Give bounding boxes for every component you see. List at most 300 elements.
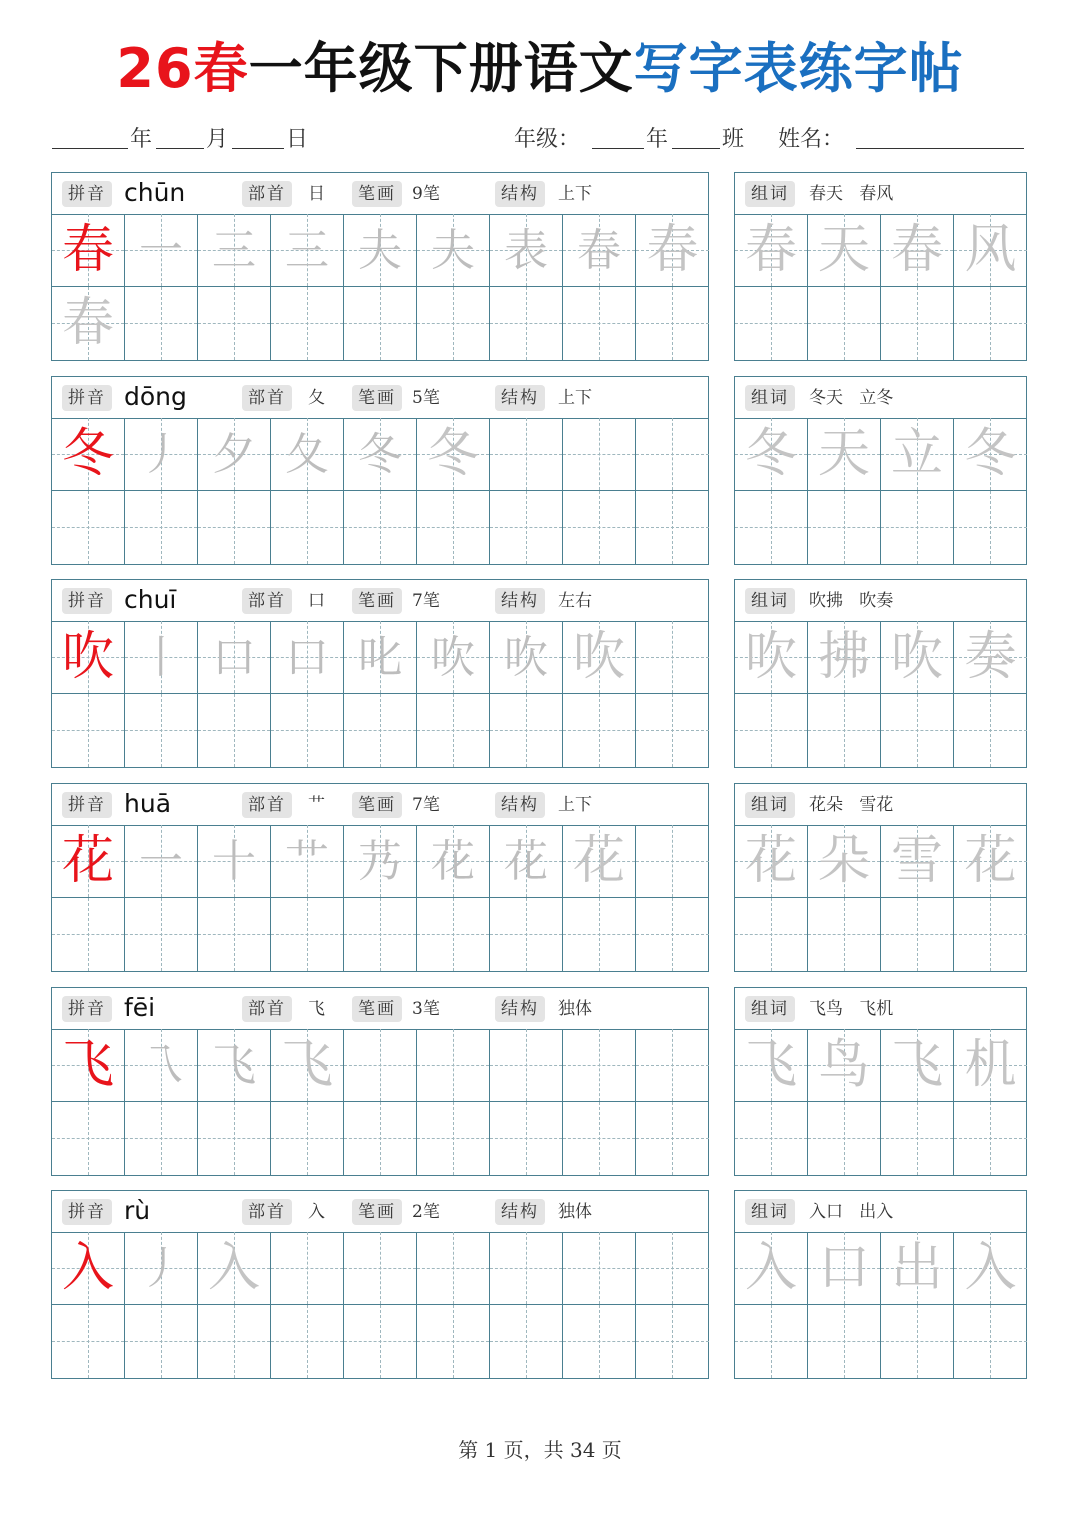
grid-cell[interactable]: [735, 694, 808, 767]
grid-cell[interactable]: [417, 1305, 490, 1378]
character-header: [52, 988, 708, 1030]
grid-cell[interactable]: [735, 1232, 808, 1305]
structure-value: 独体: [558, 999, 592, 1019]
character-block: [51, 172, 709, 361]
trace-character: 口: [212, 632, 256, 683]
words-tag: 组词: [745, 996, 795, 1022]
grid-cell[interactable]: [198, 621, 271, 694]
character-header: [52, 173, 708, 215]
grid-cell[interactable]: [52, 898, 125, 971]
radical-tag: 部首: [242, 588, 292, 614]
trace-character: 春: [646, 220, 699, 280]
grid-cell[interactable]: [735, 1102, 808, 1175]
grid-cell[interactable]: [271, 621, 344, 694]
grid-cell[interactable]: [881, 1029, 954, 1102]
title-part-black: 一年级下册语文: [248, 37, 634, 100]
page-footer: 第 1 页，共 34 页: [458, 1438, 622, 1462]
grid-cell[interactable]: [636, 898, 709, 971]
words-header: [735, 173, 1026, 215]
grid-cell[interactable]: [490, 1232, 563, 1305]
grid-cell[interactable]: [198, 694, 271, 767]
grid-cell[interactable]: [271, 1029, 344, 1102]
grid-cell[interactable]: [198, 1232, 271, 1305]
grid-cell[interactable]: [271, 287, 344, 360]
grid-cell[interactable]: [636, 694, 709, 767]
grid-cell[interactable]: [490, 1305, 563, 1378]
character-header: [52, 1191, 708, 1233]
year-blank[interactable]: [52, 148, 128, 149]
trace-character: 夂: [285, 429, 329, 480]
structure-tag: 结构: [495, 1199, 545, 1225]
grid-cell[interactable]: [344, 621, 417, 694]
strokes-value: 9笔: [412, 184, 440, 204]
grid-cell[interactable]: [808, 214, 881, 287]
year-label: 年: [130, 127, 153, 152]
grid-cell[interactable]: [954, 418, 1027, 491]
words-header: [735, 988, 1026, 1030]
structure-value: 独体: [558, 1202, 592, 1222]
grid-cell[interactable]: [52, 694, 125, 767]
grid-cell[interactable]: [52, 1305, 125, 1378]
grid-cell[interactable]: [417, 1102, 490, 1175]
trace-character: 一: [139, 225, 183, 276]
info-line: [52, 120, 1028, 154]
words-header: [735, 1191, 1026, 1233]
grid-cell[interactable]: [636, 287, 709, 360]
radical-value: 日: [308, 184, 325, 204]
grid-cell[interactable]: [417, 621, 490, 694]
radical-value: 夂: [308, 388, 325, 408]
word-trace-character: 春: [890, 220, 943, 280]
radical-value: 艹: [308, 795, 325, 815]
grid-cell[interactable]: [344, 1232, 417, 1305]
grid-cell[interactable]: [636, 214, 709, 287]
grade-year-label: 年: [646, 127, 669, 152]
grid-cell[interactable]: [881, 694, 954, 767]
strokes-tag: 笔画: [352, 792, 402, 818]
trace-character: 入: [207, 1238, 260, 1298]
grid-cell[interactable]: [563, 1102, 636, 1175]
grid-cell[interactable]: [198, 1305, 271, 1378]
trace-character: 春: [61, 293, 114, 353]
day-label: 日: [286, 127, 309, 152]
grid-cell[interactable]: [954, 825, 1027, 898]
pinyin-tag: 拼音: [62, 588, 112, 614]
trace-character: 十: [212, 836, 256, 887]
grid-cell[interactable]: [954, 1102, 1027, 1175]
grid-cell[interactable]: [125, 621, 198, 694]
grid-cell[interactable]: [636, 825, 709, 898]
grid-cell[interactable]: [808, 491, 881, 564]
words-block: [734, 172, 1027, 361]
grid-cell[interactable]: [735, 214, 808, 287]
trace-character: 叱: [358, 632, 402, 683]
character-header: [52, 784, 708, 826]
grid-cell[interactable]: [271, 1232, 344, 1305]
structure-tag: 结构: [495, 588, 545, 614]
grid-cell[interactable]: [52, 491, 125, 564]
word-trace-character: 入: [964, 1238, 1017, 1298]
grid-cell[interactable]: [125, 825, 198, 898]
grid-cell[interactable]: [735, 491, 808, 564]
grid-cell[interactable]: [735, 1029, 808, 1102]
radical-tag: 部首: [242, 792, 292, 818]
pinyin-value: fēi: [124, 993, 156, 1022]
day-blank[interactable]: [232, 148, 284, 149]
word-trace-character: 拂: [817, 627, 870, 687]
words-value: 春天 春风: [809, 184, 894, 204]
grid-cell[interactable]: [344, 1305, 417, 1378]
word-trace-character: 天: [817, 220, 870, 280]
grid-cell[interactable]: [881, 418, 954, 491]
grid-cell[interactable]: [271, 825, 344, 898]
grid-cell[interactable]: [490, 287, 563, 360]
grade-class-blank[interactable]: [672, 148, 720, 149]
grid-cell[interactable]: [954, 1029, 1027, 1102]
grid-cell[interactable]: [52, 621, 125, 694]
words-block: [734, 1190, 1027, 1379]
grid-cell[interactable]: [808, 418, 881, 491]
grid-cell[interactable]: [417, 825, 490, 898]
grid-cell[interactable]: [563, 418, 636, 491]
grid-cell[interactable]: [198, 418, 271, 491]
strokes-tag: 笔画: [352, 1199, 402, 1225]
grid-cell[interactable]: [490, 694, 563, 767]
grid-cell[interactable]: [417, 1029, 490, 1102]
grid-cell[interactable]: [735, 287, 808, 360]
strokes-value: 2笔: [412, 1202, 440, 1222]
grid-cell[interactable]: [198, 1102, 271, 1175]
word-trace-character: 机: [964, 1035, 1017, 1095]
grid-cell[interactable]: [198, 898, 271, 971]
grid-cell[interactable]: [125, 1232, 198, 1305]
structure-tag: 结构: [495, 792, 545, 818]
words-block: [734, 783, 1027, 972]
grid-cell[interactable]: [735, 825, 808, 898]
grid-cell[interactable]: [563, 694, 636, 767]
main-character: 飞: [61, 1035, 114, 1095]
grid-cell[interactable]: [125, 214, 198, 287]
grid-cell[interactable]: [808, 287, 881, 360]
grid-cell[interactable]: [563, 898, 636, 971]
grid-cell[interactable]: [198, 287, 271, 360]
grid-cell[interactable]: [563, 825, 636, 898]
grid-cell[interactable]: [490, 418, 563, 491]
word-trace-character: 出: [890, 1238, 943, 1298]
grid-cell[interactable]: [881, 287, 954, 360]
grid-cell[interactable]: [735, 898, 808, 971]
grid-cell[interactable]: [808, 825, 881, 898]
word-trace-character: 飞: [744, 1035, 797, 1095]
word-trace-character: 立: [890, 424, 943, 484]
trace-character: 冬: [358, 429, 402, 480]
grid-cell[interactable]: [52, 1029, 125, 1102]
words-value: 入口 出入: [809, 1202, 894, 1222]
word-trace-character: 花: [744, 831, 797, 891]
title-part-red: 26春: [116, 37, 249, 100]
word-trace-character: 天: [817, 424, 870, 484]
words-block: [734, 579, 1027, 768]
grid-cell[interactable]: [636, 1305, 709, 1378]
grid-cell[interactable]: [735, 621, 808, 694]
main-character: 花: [61, 831, 114, 891]
strokes-value: 7笔: [412, 591, 440, 611]
grid-cell[interactable]: [954, 898, 1027, 971]
words-header: [735, 377, 1026, 419]
pinyin-tag: 拼音: [62, 181, 112, 207]
grid-cell[interactable]: [636, 491, 709, 564]
radical-tag: 部首: [242, 385, 292, 411]
pinyin-value: rù: [124, 1196, 151, 1225]
word-trace-character: 吹: [744, 627, 797, 687]
grid-cell[interactable]: [954, 287, 1027, 360]
structure-tag: 结构: [495, 996, 545, 1022]
grid-cell[interactable]: [954, 491, 1027, 564]
words-block: [734, 376, 1027, 565]
trace-character: 表: [504, 225, 548, 276]
trace-character: 吹: [431, 632, 475, 683]
pinyin-tag: 拼音: [62, 792, 112, 818]
grid-cell[interactable]: [344, 694, 417, 767]
grid-cell[interactable]: [52, 825, 125, 898]
grid-cell[interactable]: [271, 418, 344, 491]
word-trace-character: 飞: [890, 1035, 943, 1095]
grid-cell[interactable]: [271, 1305, 344, 1378]
title-part-blue: 写字表练字帖: [633, 37, 964, 100]
word-trace-character: 朵: [817, 831, 870, 891]
strokes-tag: 笔画: [352, 181, 402, 207]
month-blank[interactable]: [156, 148, 204, 149]
structure-value: 上下: [558, 388, 592, 408]
grid-cell[interactable]: [490, 898, 563, 971]
grid-cell[interactable]: [125, 1305, 198, 1378]
grid-cell[interactable]: [52, 418, 125, 491]
trace-character: 艿: [358, 836, 402, 887]
trace-character: 一: [139, 836, 183, 887]
grid-cell[interactable]: [271, 214, 344, 287]
month-label: 月: [206, 127, 229, 152]
radical-tag: 部首: [242, 181, 292, 207]
grid-cell[interactable]: [125, 694, 198, 767]
grid-cell[interactable]: [808, 1232, 881, 1305]
word-trace-character: 风: [964, 220, 1017, 280]
pinyin-value: dōng: [124, 382, 187, 411]
grade-year-blank[interactable]: [592, 148, 644, 149]
trace-character: 吹: [572, 627, 625, 687]
grid-cell[interactable]: [417, 694, 490, 767]
grid-cell[interactable]: [344, 214, 417, 287]
grid-cell[interactable]: [52, 214, 125, 287]
grid-cell[interactable]: [417, 214, 490, 287]
grid-cell[interactable]: [881, 214, 954, 287]
grid-cell[interactable]: [636, 418, 709, 491]
radical-tag: 部首: [242, 996, 292, 1022]
character-block: [51, 783, 709, 972]
words-value: 吹拂 吹奏: [809, 591, 894, 611]
grid-cell[interactable]: [881, 825, 954, 898]
grid-cell[interactable]: [490, 214, 563, 287]
trace-character: 三: [212, 225, 256, 276]
grid-cell[interactable]: [417, 1232, 490, 1305]
trace-character: 乁: [139, 1040, 183, 1091]
grid-cell[interactable]: [344, 418, 417, 491]
grid-cell[interactable]: [52, 287, 125, 360]
grid-cell[interactable]: [954, 1305, 1027, 1378]
trace-character: 丿: [139, 429, 183, 480]
word-trace-character: 冬: [964, 424, 1017, 484]
trace-character: 飞: [280, 1035, 333, 1095]
strokes-value: 7笔: [412, 795, 440, 815]
strokes-value: 5笔: [412, 388, 440, 408]
radical-value: 口: [308, 591, 325, 611]
words-tag: 组词: [745, 181, 795, 207]
grid-cell[interactable]: [954, 694, 1027, 767]
grid-cell[interactable]: [344, 1102, 417, 1175]
trace-character: 花: [431, 836, 475, 887]
grid-cell[interactable]: [417, 287, 490, 360]
grid-cell[interactable]: [198, 214, 271, 287]
grid-cell[interactable]: [636, 1029, 709, 1102]
page-title: [0, 34, 1080, 104]
words-tag: 组词: [745, 385, 795, 411]
trace-character: 夕: [212, 429, 256, 480]
grid-cell[interactable]: [881, 1305, 954, 1378]
grid-cell[interactable]: [417, 418, 490, 491]
name-blank[interactable]: [856, 148, 1024, 149]
grid-cell[interactable]: [490, 825, 563, 898]
grid-cell[interactable]: [808, 898, 881, 971]
grid-cell[interactable]: [198, 491, 271, 564]
grid-cell[interactable]: [125, 898, 198, 971]
grid-cell[interactable]: [417, 491, 490, 564]
grid-cell[interactable]: [563, 214, 636, 287]
grid-cell[interactable]: [198, 825, 271, 898]
grid-cell[interactable]: [954, 621, 1027, 694]
grid-cell[interactable]: [881, 491, 954, 564]
grid-cell[interactable]: [563, 1232, 636, 1305]
pinyin-value: huā: [124, 789, 172, 818]
grid-cell[interactable]: [954, 214, 1027, 287]
grid-cell[interactable]: [563, 1029, 636, 1102]
grid-cell[interactable]: [125, 491, 198, 564]
grid-cell[interactable]: [125, 287, 198, 360]
grid-cell[interactable]: [344, 898, 417, 971]
strokes-value: 3笔: [412, 999, 440, 1019]
word-trace-character: 入: [744, 1238, 797, 1298]
radical-value: 飞: [308, 999, 325, 1019]
word-trace-character: 吹: [890, 627, 943, 687]
grid-cell[interactable]: [563, 1305, 636, 1378]
grade-class-label: 班: [722, 127, 745, 152]
pinyin-value: chuī: [124, 585, 177, 614]
grid-cell[interactable]: [198, 1029, 271, 1102]
grid-cell[interactable]: [808, 1305, 881, 1378]
strokes-tag: 笔画: [352, 385, 402, 411]
trace-character: 艹: [285, 836, 329, 887]
grid-cell[interactable]: [271, 694, 344, 767]
structure-value: 上下: [558, 795, 592, 815]
grid-cell[interactable]: [52, 1232, 125, 1305]
trace-character: 丿: [139, 1243, 183, 1294]
character-header: [52, 580, 708, 622]
grid-cell[interactable]: [52, 1102, 125, 1175]
grid-cell[interactable]: [636, 621, 709, 694]
word-trace-character: 冬: [744, 424, 797, 484]
character-header: [52, 377, 708, 419]
grid-cell[interactable]: [125, 1029, 198, 1102]
grid-cell[interactable]: [881, 898, 954, 971]
word-trace-character: 鸟: [817, 1035, 870, 1095]
words-tag: 组词: [745, 1199, 795, 1225]
grid-cell[interactable]: [563, 287, 636, 360]
grid-cell[interactable]: [808, 1029, 881, 1102]
grid-cell[interactable]: [636, 1232, 709, 1305]
words-value: 飞鸟 飞机: [809, 999, 894, 1019]
structure-tag: 结构: [495, 385, 545, 411]
grid-cell[interactable]: [344, 825, 417, 898]
words-tag: 组词: [745, 588, 795, 614]
strokes-tag: 笔画: [352, 588, 402, 614]
pinyin-tag: 拼音: [62, 1199, 112, 1225]
words-block: [734, 987, 1027, 1176]
character-block: [51, 579, 709, 768]
main-character: 冬: [61, 424, 114, 484]
trace-character: 吹: [504, 632, 548, 683]
grid-cell[interactable]: [344, 287, 417, 360]
grid-cell[interactable]: [271, 1102, 344, 1175]
main-character: 入: [61, 1238, 114, 1298]
grid-cell[interactable]: [344, 491, 417, 564]
word-trace-character: 花: [964, 831, 1017, 891]
grid-cell[interactable]: [490, 1102, 563, 1175]
grid-cell[interactable]: [808, 1102, 881, 1175]
grid-cell[interactable]: [735, 418, 808, 491]
grid-cell[interactable]: [881, 1102, 954, 1175]
grid-cell[interactable]: [563, 491, 636, 564]
words-tag: 组词: [745, 792, 795, 818]
radical-value: 入: [308, 1202, 325, 1222]
main-character: 吹: [61, 627, 114, 687]
trace-character: 春: [577, 225, 621, 276]
grid-cell[interactable]: [636, 1102, 709, 1175]
grid-cell[interactable]: [808, 694, 881, 767]
grid-cell[interactable]: [881, 621, 954, 694]
word-trace-character: 雪: [890, 831, 943, 891]
trace-character: 夫: [358, 225, 402, 276]
grid-cell[interactable]: [735, 1305, 808, 1378]
words-value: 花朵 雪花: [809, 795, 894, 815]
grid-cell[interactable]: [271, 491, 344, 564]
grid-cell[interactable]: [125, 418, 198, 491]
grid-cell[interactable]: [490, 491, 563, 564]
grid-cell[interactable]: [490, 621, 563, 694]
words-value: 冬天 立冬: [809, 388, 894, 408]
grid-cell[interactable]: [344, 1029, 417, 1102]
grid-cell[interactable]: [808, 621, 881, 694]
grid-cell[interactable]: [563, 621, 636, 694]
grid-cell[interactable]: [417, 898, 490, 971]
trace-character: 冬: [426, 424, 479, 484]
grid-cell[interactable]: [881, 1232, 954, 1305]
grid-cell[interactable]: [490, 1029, 563, 1102]
pinyin-value: chūn: [124, 178, 186, 207]
grid-cell[interactable]: [271, 898, 344, 971]
grid-cell[interactable]: [125, 1102, 198, 1175]
trace-character: 口: [285, 632, 329, 683]
character-block: [51, 987, 709, 1176]
grid-cell[interactable]: [954, 1232, 1027, 1305]
word-trace-character: 口: [817, 1238, 870, 1298]
